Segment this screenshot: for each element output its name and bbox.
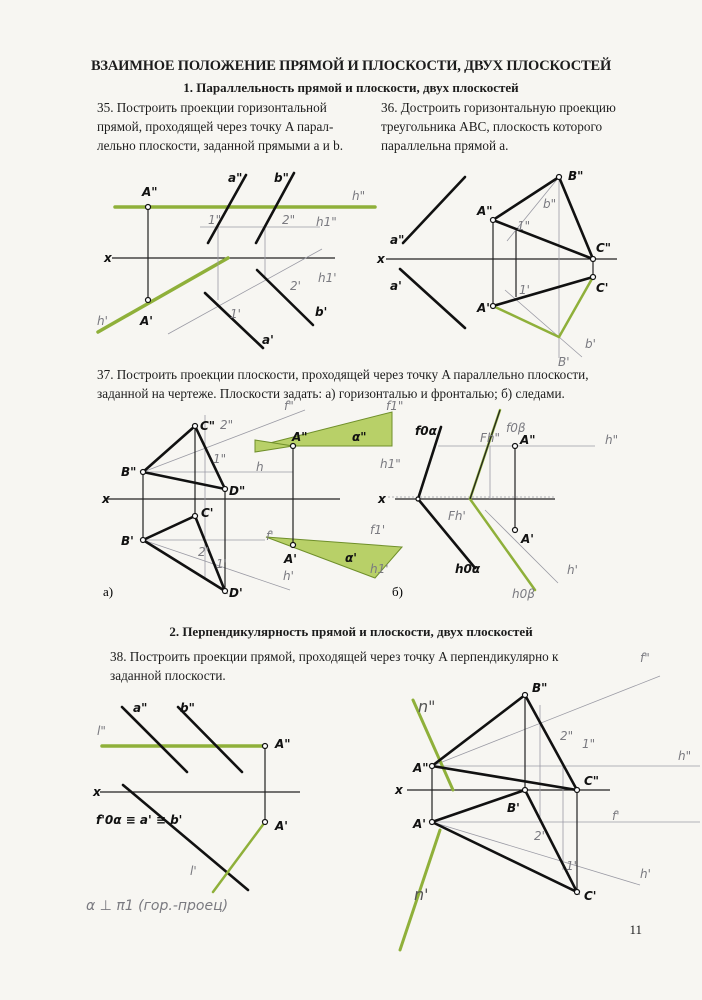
drawing-label: A' [521,532,534,546]
drawing-label: x [93,785,101,799]
drawing-label: x [102,492,110,506]
drawing-label: 1' [519,283,530,297]
point-marker [193,514,198,519]
text-line: заданной плоскости. [110,668,226,683]
drawing-label: b' [315,305,328,319]
drawing-label: h1" [380,457,401,471]
drawing-label: x [378,492,386,506]
drawing-line [493,177,593,259]
drawing-label: B" [568,169,584,183]
drawing-label: A" [275,737,291,751]
drawing-label: 2' [290,279,301,293]
point-marker [193,424,198,429]
drawing-label: x [377,252,385,266]
drawing-label: A" [477,204,493,218]
drawing-label: b' [585,337,596,351]
drawing-label: f' [612,809,620,823]
drawing-label: a" [133,701,148,715]
drawing-label: 2' [534,829,545,843]
drawing-label: C" [596,241,612,255]
figure-35 [97,171,375,348]
point-marker [557,175,562,180]
drawing-label: C' [201,506,214,520]
page-number: 11 [629,922,642,937]
drawing-label: Fh' [448,509,466,523]
drawing-label: h" [605,433,619,447]
drawing-label: l' [190,864,197,878]
point-marker [591,275,596,280]
drawing-label: f1' [370,523,386,537]
drawing-label: B" [121,465,137,479]
drawing-line [400,269,465,328]
drawing-label: n' [414,885,429,904]
drawing-label: α' [345,551,357,565]
drawing-label: a" [390,233,405,247]
drawing-line [143,516,225,591]
drawing-label: h0α [455,562,481,576]
point-marker [491,304,496,309]
figure-37a [101,399,403,600]
drawing-label: f" [640,651,650,665]
drawing-label: A' [275,819,288,833]
point-marker [430,764,435,769]
drawing-label: l" [97,724,106,738]
drawing-label: 2' [198,545,209,559]
drawing-label: A" [292,430,308,444]
drawing-label: h [256,460,264,474]
drawing-label: b" [180,701,195,715]
drawing-label: h' [283,569,294,583]
drawing-label: f1" [386,399,404,413]
drawing-label: 1" [208,213,222,227]
drawing-label: f'0α ≡ a' ≡ b' [96,813,183,827]
handwritten-note: α ⊥ π1 (гор.-проец) [86,898,229,914]
drawing-line [432,790,577,892]
drawing-label: h" [352,189,366,203]
line-b1 [257,270,313,325]
drawing-label: C" [584,774,600,788]
drawing-label: 1" [213,452,227,466]
point-marker [523,788,528,793]
drawing-label: 1" [582,737,596,751]
point-marker [575,788,580,793]
point-marker [223,589,228,594]
text-line: заданной на чертеже. Плоскости задать: а) горизонталью и фронталью; б) следами. [97,386,565,401]
point-marker [141,538,146,543]
drawing-label: h' [640,867,651,881]
drawing-label: h" [678,749,692,763]
drawing-label: 1" [517,219,531,233]
drawing-label: A" [142,185,158,199]
figure-38a [86,701,300,914]
point-marker [575,890,580,895]
drawing-label: C' [584,889,597,903]
drawing-label: A" [520,433,536,447]
drawing-label: A' [477,301,490,315]
figure-38b [394,651,700,950]
drawing-label: 2" [220,418,234,432]
drawing-label: f0β [506,421,526,435]
drawing-label: α" [352,430,367,444]
text-line: параллельна прямой a. [381,138,509,153]
line-a2 [208,175,246,243]
text-line: треугольника ABC, плоскость которого [381,119,603,134]
drawing-label: n" [418,697,436,716]
point-marker [141,470,146,475]
drawing-line [418,499,475,568]
text-line: 38. Построить проекции прямой, проходящей через точку A перпендикулярно к [110,649,559,664]
point-marker [523,693,528,698]
subfigure-label-a: а) [103,584,114,599]
figure-37b [377,410,618,601]
drawing-label: h' [567,563,578,577]
drawing-line [122,707,187,772]
drawing-label: x [395,783,403,797]
drawing-line [432,695,577,790]
drawing-label: D" [229,484,246,498]
section1-heading: 1. Параллельность прямой и плоскости, двух плоскостей [183,80,519,95]
drawing-line [403,177,465,243]
point-marker [513,444,518,449]
point-marker [416,497,420,501]
drawing-label: x [104,251,112,265]
drawing-line [123,785,248,890]
drawing-label: D' [229,586,243,600]
drawing-label: A' [140,314,153,328]
drawing-label: C" [200,419,216,433]
drawing-label: b" [543,197,557,211]
text-line: прямой, проходящей через точку A парал- [97,119,334,134]
drawing-label: a' [390,279,402,293]
text-line: 35. Построить проекции горизонтальной [97,100,327,115]
drawing-label: b" [274,171,289,185]
point-marker [291,444,296,449]
drawing-label: 2" [560,729,574,743]
drawing-label: f' [266,529,274,543]
page-title: ВЗАИМНОЕ ПОЛОЖЕНИЕ ПРЯМОЙ И ПЛОСКОСТИ, ДВУХ ПЛОСКОСТЕЙ [90,58,612,74]
drawing-label: h1" [316,215,337,229]
drawing-label: h' [97,314,108,328]
point-marker [591,257,596,262]
point-marker [146,298,151,303]
drawing-label: B' [558,355,570,369]
drawing-label: A" [413,761,429,775]
drawing-line [493,306,559,337]
subfigure-label-b: б) [392,584,403,599]
point-marker [430,820,435,825]
point-marker [146,205,151,210]
text-line: 37. Построить проекции плоскости, проходящей через точку A параллельно плоскости, [97,367,589,382]
drawing-label: C' [596,281,609,295]
drawing-label: A' [413,817,426,831]
drawing-label: a' [262,333,274,347]
drawing-label: Fh" [480,431,501,445]
drawing-label: B' [507,801,520,815]
point-marker [263,820,268,825]
drawing-label: h0β [512,587,535,601]
drawing-line [470,410,500,499]
drawing-label: 2" [282,213,296,227]
drawing-label: 1' [230,307,241,321]
point-marker [263,744,268,749]
drawing-label: h1' [370,562,389,576]
point-marker [223,487,228,492]
drawing-label: 1' [566,859,577,873]
text-line: 36. Достроить горизонтальную проекцию [381,100,616,115]
section2-heading: 2. Перпендикулярность прямой и плоскости, двух плоскостей [169,624,533,639]
figure-36 [376,169,617,369]
drawing-line [178,707,242,772]
drawing-label: B" [532,681,548,695]
drawing-label: A' [284,552,297,566]
text-line: лельно плоскости, заданной прямыми a и b. [97,138,344,153]
drawing-label: h1' [318,271,337,285]
drawing-label: 1' [216,557,227,571]
point-marker [291,543,296,548]
drawing-label: a" [228,171,243,185]
drawing-label: f0α [415,424,437,438]
drawing-label: f" [284,399,294,413]
point-marker [491,218,496,223]
drawing-line [258,412,392,446]
point-marker [513,528,518,533]
drawing-label: B' [121,534,134,548]
